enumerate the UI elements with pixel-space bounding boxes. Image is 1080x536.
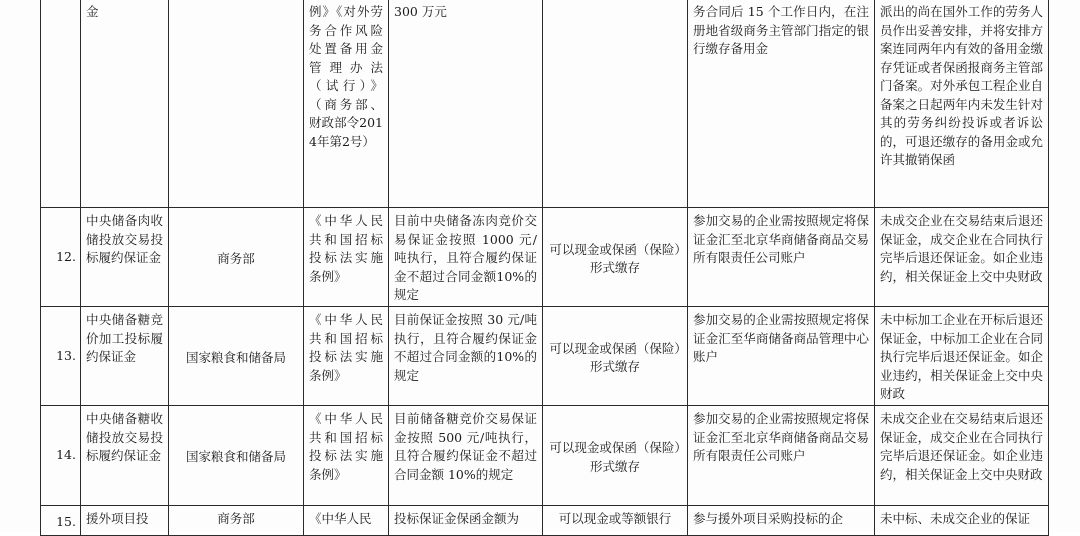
payment-method: 可以现金或保函（保险）形式缴存 xyxy=(543,406,688,506)
row-number: 14. xyxy=(41,406,81,506)
standard: 投标保证金保函金额为 xyxy=(389,506,543,536)
payment-method: 可以现金或保函（保险）形式缴存 xyxy=(543,307,688,406)
department: 国家粮食和储备局 xyxy=(169,406,304,506)
payment-method: 可以现金或保函（保险）形式缴存 xyxy=(543,208,688,307)
refund-rule: 未成交企业在交易结束后退还保证金，成交企业在合同执行完毕后退还保证金。如企业违约，相关保证金上交中央财政 xyxy=(875,406,1049,506)
department: 商务部 xyxy=(169,208,304,307)
payment-method xyxy=(543,0,688,208)
table-row xyxy=(41,406,1049,506)
legal-basis: 例》《对外劳务合作风险处置备用金管理办法（试行）》（商务部、财政部令2014年第2号） xyxy=(304,0,389,208)
item-name: 中央储备糖收储投放交易投标履约保证金 xyxy=(81,406,169,506)
legal-basis: 《中华人民共和国招标投标法实施条例》 xyxy=(304,208,389,307)
standard: 300 万元 xyxy=(389,0,543,208)
standard: 目前保证金按照 30 元/吨执行，且符合履约保证金不超过合同金额的10%的规定 xyxy=(389,307,543,406)
table-row xyxy=(41,506,1049,536)
item-name: 中央储备肉收储投放交易投标履约保证金 xyxy=(81,208,169,307)
item-name: 金 xyxy=(81,0,169,208)
payment-method: 可以现金或等额银行 xyxy=(543,506,688,536)
row-number: 12. xyxy=(41,208,81,307)
department: 商务部 xyxy=(169,506,304,536)
item-name: 援外项目投 xyxy=(81,506,169,536)
item-name: 中央储备糖竞价加工投标履约保证金 xyxy=(81,307,169,406)
standard: 目前中央储备冻肉竞价交易保证金按照 1000 元/吨执行，且符合履约保证金不超过合同金额10%的规定 xyxy=(389,208,543,307)
table-row xyxy=(41,0,1049,208)
deposit-process: 务合同后 15 个工作日内，在注册地省级商务主管部门指定的银行缴存备用金 xyxy=(688,0,875,208)
row-number xyxy=(41,0,81,208)
fee-table xyxy=(40,0,1049,536)
deposit-process: 参加交易的企业需按照规定将保证金汇至华商储备商品管理中心账户 xyxy=(688,307,875,406)
refund-rule: 未中标、未成交企业的保证 xyxy=(875,506,1049,536)
refund-rule: 派出的尚在国外工作的劳务人员作出妥善安排，并将安排方案连同两年内有效的备用金缴存凭证或者保函报商务主管部门备案。对外承包工程企业自备案之日起两年内未发生针对其的劳务纠纷投诉或者诉讼的，可退还缴存的备用金或允许其撤销保函 xyxy=(875,0,1049,208)
legal-basis: 《中华人民 xyxy=(304,506,389,536)
department xyxy=(169,0,304,208)
table-row xyxy=(41,307,1049,406)
row-number: 13. xyxy=(41,307,81,406)
deposit-process: 参与援外项目采购投标的企 xyxy=(688,506,875,536)
deposit-process: 参加交易的企业需按照规定将保证金汇至北京华商储备商品交易所有限责任公司账户 xyxy=(688,208,875,307)
legal-basis: 《中华人民共和国招标投标法实施条例》 xyxy=(304,307,389,406)
table-row xyxy=(41,208,1049,307)
deposit-process: 参加交易的企业需按照规定将保证金汇至北京华商储备商品交易所有限责任公司账户 xyxy=(688,406,875,506)
legal-basis: 《中华人民共和国招标投标法实施条例》 xyxy=(304,406,389,506)
refund-rule: 未中标加工企业在开标后退还保证金，中标加工企业在合同执行完毕后退还保证金。如企业违约，相关保证金上交中央财政 xyxy=(875,307,1049,406)
refund-rule: 未成交企业在交易结束后退还保证金，成交企业在合同执行完毕后退还保证金。如企业违约，相关保证金上交中央财政 xyxy=(875,208,1049,307)
department: 国家粮食和储备局 xyxy=(169,307,304,406)
row-number: 15. xyxy=(41,506,81,536)
standard: 目前储备糖竞价交易保证金按照 500 元/吨执行，且符合履约保证金不超过合同金额 10%的规定 xyxy=(389,406,543,506)
